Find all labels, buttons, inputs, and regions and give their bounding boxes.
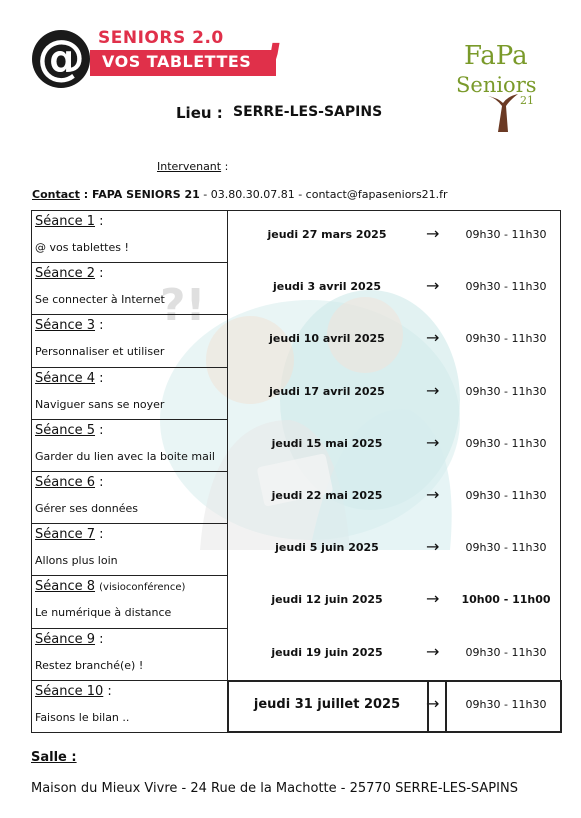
salle-label: Salle : bbox=[31, 750, 77, 765]
logo-line-2: VOS TABLETTES bbox=[102, 52, 252, 71]
logo-seniors-text: Seniors bbox=[456, 73, 537, 97]
session-number: Séance 1 bbox=[35, 214, 96, 229]
session-time: 09h30 - 11h30 bbox=[465, 228, 547, 242]
session-title bbox=[35, 684, 112, 699]
logo-line-1: SENIORS 2.0 bbox=[98, 28, 224, 48]
logo-21-text: 21 bbox=[520, 94, 534, 107]
session-number: Séance 8 bbox=[35, 579, 96, 595]
arrow-right-icon: → bbox=[426, 485, 440, 505]
session-title-colon: : bbox=[95, 475, 104, 490]
session-time: 09h30 - 11h30 bbox=[465, 697, 547, 711]
arrow-right-icon: → bbox=[426, 276, 440, 296]
session-time: 09h30 - 11h30 bbox=[465, 436, 547, 450]
last-time-cell bbox=[445, 680, 562, 733]
session-description: Allons plus loin bbox=[35, 554, 118, 568]
arrow-right-icon: → bbox=[426, 641, 440, 661]
session-description: Personnaliser et utiliser bbox=[35, 345, 165, 359]
session-title-colon: : bbox=[95, 370, 104, 386]
session-date: jeudi 17 avril 2025 bbox=[269, 384, 385, 398]
last-arrow-cell bbox=[427, 680, 447, 733]
session-title-colon: : bbox=[95, 527, 104, 543]
session-date: jeudi 27 mars 2025 bbox=[267, 228, 387, 242]
session-note: (visioconférence) bbox=[99, 582, 186, 594]
contact-line bbox=[32, 188, 448, 201]
session-label-cell bbox=[31, 575, 228, 628]
session-time: 09h30 - 11h30 bbox=[465, 645, 547, 659]
session-time: 10h00 - 11h00 bbox=[461, 593, 551, 607]
session-date: jeudi 22 mai 2025 bbox=[271, 489, 383, 503]
session-label-cell bbox=[31, 314, 228, 367]
sessions-table bbox=[31, 210, 561, 732]
fapa-seniors-logo bbox=[452, 36, 552, 132]
session-title bbox=[35, 579, 185, 594]
arrow-right-icon: → bbox=[426, 589, 440, 609]
session-number: Séance 10 bbox=[35, 683, 104, 699]
arrow-right-icon: → bbox=[426, 537, 440, 557]
logo-fapa-text: FaPa bbox=[464, 41, 528, 71]
session-description: Gérer ses données bbox=[35, 502, 139, 515]
session-number: Séance 4 bbox=[35, 370, 96, 386]
session-title bbox=[35, 527, 104, 542]
contact-org: : FAPA SENIORS 21 bbox=[79, 188, 200, 201]
salle-address: Maison du Mieux Vivre - 24 Rue de la Machotte - 25770 SERRE-LES-SAPINS bbox=[31, 781, 518, 796]
session-number: Séance 7 bbox=[35, 527, 96, 543]
session-title-colon: : bbox=[95, 422, 104, 438]
session-date: jeudi 10 avril 2025 bbox=[269, 332, 385, 346]
session-title-colon: : bbox=[95, 214, 104, 229]
session-description: Faisons le bilan .. bbox=[35, 710, 130, 724]
session-time: 09h30 - 11h30 bbox=[465, 332, 547, 346]
last-date-cell bbox=[227, 680, 429, 733]
session-time: 09h30 - 11h30 bbox=[465, 384, 547, 398]
session-title-colon: : bbox=[103, 683, 112, 699]
session-label-cell bbox=[31, 262, 228, 315]
dates-frame bbox=[227, 210, 561, 681]
session-number: Séance 3 bbox=[35, 318, 96, 334]
svg-text:?!: ?! bbox=[160, 280, 206, 331]
session-label-cell bbox=[31, 471, 228, 524]
arrow-right-icon: → bbox=[426, 380, 440, 400]
session-description: Garder du lien avec la boite mail bbox=[35, 449, 215, 463]
intervenant-label: Intervenant bbox=[157, 160, 222, 173]
session-label-cell bbox=[31, 367, 228, 420]
session-description: Restez branché(e) ! bbox=[35, 658, 144, 672]
session-title-colon: : bbox=[95, 631, 104, 647]
contact-details: - 03.80.30.07.81 - contact@fapaseniors21.fr bbox=[199, 188, 448, 201]
session-title bbox=[35, 632, 104, 647]
session-label-cell bbox=[31, 419, 228, 472]
arrow-right-icon: → bbox=[426, 432, 440, 452]
session-number: Séance 6 bbox=[35, 475, 96, 490]
session-title bbox=[35, 371, 104, 386]
session-date: jeudi 19 juin 2025 bbox=[271, 645, 383, 659]
session-time: 09h30 - 11h30 bbox=[465, 280, 547, 294]
intervenant-colon: : bbox=[221, 160, 229, 173]
intervenant-line bbox=[157, 160, 228, 173]
seniors-tablettes-logo bbox=[32, 28, 287, 92]
logo-exclamation: ! bbox=[259, 36, 287, 82]
session-title-colon: : bbox=[95, 318, 104, 334]
session-description: @ vos tablettes ! bbox=[35, 241, 129, 254]
contact-label: Contact bbox=[32, 188, 80, 201]
session-label-cell bbox=[31, 210, 228, 263]
arrow-right-icon: → bbox=[426, 693, 440, 713]
session-time: 09h30 - 11h30 bbox=[465, 541, 547, 555]
arrow-right-icon: → bbox=[426, 328, 440, 348]
lieu-value: SERRE-LES-SAPINS bbox=[233, 104, 383, 120]
session-label-cell bbox=[31, 628, 228, 681]
tree-trunk-icon bbox=[488, 94, 518, 132]
session-date: jeudi 31 juillet 2025 bbox=[253, 696, 401, 712]
session-description: Naviguer sans se noyer bbox=[35, 397, 165, 411]
session-date: jeudi 15 mai 2025 bbox=[271, 436, 383, 450]
session-title-colon: : bbox=[95, 266, 104, 282]
session-number: Séance 2 bbox=[35, 266, 96, 282]
at-symbol-logo-mark: @ bbox=[32, 30, 90, 88]
session-label-cell bbox=[31, 680, 228, 733]
session-description: Se connecter à Internet bbox=[35, 293, 165, 307]
session-time: 09h30 - 11h30 bbox=[465, 489, 547, 503]
lieu-label: Lieu : bbox=[176, 104, 223, 122]
session-label-cell bbox=[31, 523, 228, 576]
session-description: Le numérique à distance bbox=[35, 606, 172, 620]
session-title bbox=[35, 214, 104, 229]
session-number: Séance 9 bbox=[35, 631, 96, 647]
session-number: Séance 5 bbox=[35, 422, 96, 438]
arrow-right-icon: → bbox=[426, 224, 440, 244]
session-date: jeudi 3 avril 2025 bbox=[272, 280, 382, 294]
session-title bbox=[35, 318, 104, 333]
session-date: jeudi 12 juin 2025 bbox=[271, 593, 383, 607]
session-title bbox=[35, 475, 104, 490]
session-date: jeudi 5 juin 2025 bbox=[275, 541, 379, 555]
session-title bbox=[35, 266, 104, 281]
session-title bbox=[35, 423, 104, 438]
